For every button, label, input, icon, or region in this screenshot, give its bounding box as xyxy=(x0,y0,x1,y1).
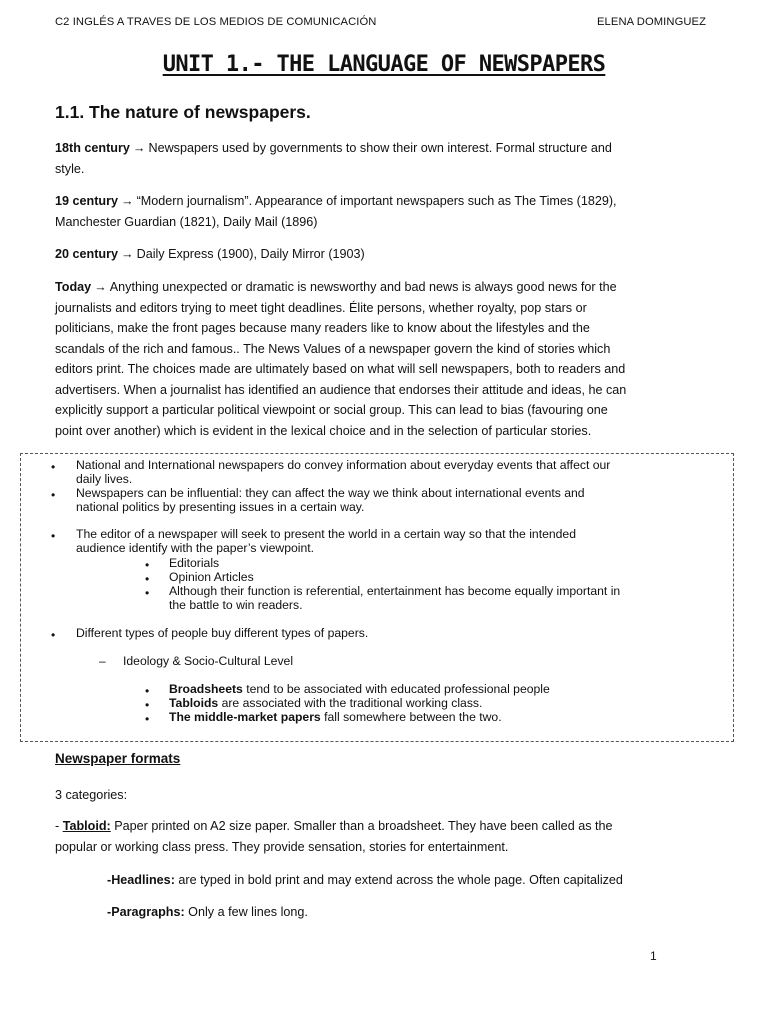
headlines-text: are typed in bold print and may extend across the whole page. Often capitalized xyxy=(174,873,623,887)
text-18th-century-1: Newspapers used by governments to show their own interest. Formal structure and xyxy=(148,141,612,155)
paragraph-20-century xyxy=(55,244,705,265)
paragraph-headlines xyxy=(107,870,727,891)
type-middle-market-text: fall somewhere between the two. xyxy=(320,710,502,724)
sub-bullet-opinion-articles: Opinion Articles xyxy=(169,570,254,584)
bullet-2-line-2: national politics by presenting issues in a certain way. xyxy=(76,500,365,514)
paragraph-19-century xyxy=(55,191,705,232)
text-19-century-2: Manchester Guardian (1821), Daily Mail (1896) xyxy=(55,214,318,229)
formats-categories: 3 categories: xyxy=(55,788,128,802)
paragraph-paragraphs xyxy=(107,902,727,923)
text-today-7: explicitly support a particular political viewpoint or social group. This can lead to bias (favouring one xyxy=(55,403,608,417)
formats-heading: Newspaper formats xyxy=(55,751,181,766)
bullet-3-line-2: audience identify with the paper’s viewpoint. xyxy=(76,541,315,555)
headlines-label: -Headlines: xyxy=(107,873,175,887)
header-author: ELENA DOMINGUEZ xyxy=(597,16,707,28)
type-broadsheets-text: tend to be associated with educated professional people xyxy=(242,682,550,696)
type-tabloids xyxy=(169,696,482,710)
bullet-icon: • xyxy=(51,460,56,474)
page-title: UNIT 1.- THE LANGUAGE OF NEWSPAPERS xyxy=(162,52,606,77)
type-broadsheets-label: Broadsheets xyxy=(169,682,243,696)
type-broadsheets xyxy=(169,682,550,696)
tabloid-label: Tabloid: xyxy=(62,819,111,833)
paragraphs-text: Only a few lines long. xyxy=(184,905,308,919)
bullet-different-types: Different types of people buy different types of papers. xyxy=(76,626,369,640)
bullet-national-international xyxy=(76,458,610,486)
dash-ideology: Ideology & Socio-Cultural Level xyxy=(123,654,294,668)
bullet-icon: • xyxy=(51,529,56,543)
bullet-1-line-1: National and International newspapers do convey information about everyday events that affect our xyxy=(76,458,611,472)
bullet-editor xyxy=(76,527,576,555)
type-tabloids-label: Tabloids xyxy=(169,696,219,710)
bullet-icon: • xyxy=(145,586,150,600)
bullet-influential xyxy=(76,486,585,514)
paragraph-tabloid xyxy=(55,816,705,857)
text-today-5: editors print. The choices made are ultimately based on what will sell newspapers, both to readers and xyxy=(55,362,626,376)
text-today-1: Anything unexpected or dramatic is newsworthy and bad news is always good news for the xyxy=(109,280,617,294)
text-19-century-1: “Modern journalism”. Appearance of important newspapers such as The Times (1829), xyxy=(136,194,617,208)
tabloid-line-2: popular or working class press. They provide sensation, stories for entertainment. xyxy=(55,839,509,854)
bullet-icon: • xyxy=(145,712,150,726)
paragraphs-label: -Paragraphs: xyxy=(107,905,185,919)
bullet-3-line-1: The editor of a newspaper will seek to present the world in a certain way so that the intended xyxy=(76,527,576,541)
label-today: Today xyxy=(55,280,92,294)
bullet-icon: • xyxy=(145,684,150,698)
label-18th-century: 18th century xyxy=(55,141,130,155)
text-today-6: advertisers. When a journalist has identified an audience that endorses their attitude and ideas, he can xyxy=(55,382,627,397)
summary-box xyxy=(20,453,734,742)
bullet-icon: • xyxy=(51,628,56,642)
text-today-4: scandals of the rich and famous.. The News Values of a newspaper govern the kind of stories which xyxy=(55,341,611,356)
sub-bullet-3-line-2: the battle to win readers. xyxy=(169,598,303,612)
page-number: 1 xyxy=(650,949,657,963)
bullet-1-line-2: daily lives. xyxy=(76,472,133,486)
sub-bullet-function xyxy=(169,584,620,612)
sub-bullet-editorials: Editorials xyxy=(169,556,220,570)
text-today-8: point over another) which is evident in the lexical choice and in the selection of particular stories. xyxy=(55,423,592,438)
bullet-icon: • xyxy=(145,572,150,586)
section-heading: 1.1. The nature of newspapers. xyxy=(55,102,311,122)
bullet-icon: • xyxy=(145,558,150,572)
tabloid-line-1: Paper printed on A2 size paper. Smaller than a broadsheet. They have been called as the xyxy=(110,819,613,833)
type-middle-market-label: The middle-market papers xyxy=(169,710,321,724)
text-today-2: journalists and editors trying to meet tight deadlines. Élite persons, whether royalty, pop stars or xyxy=(55,300,587,315)
header-course: C2 INGLÉS A TRAVES DE LOS MEDIOS DE COMUNICACIÓN xyxy=(55,16,377,28)
arrow-icon: → xyxy=(94,280,107,294)
text-18th-century-2: style. xyxy=(55,161,85,176)
text-20-century-1: Daily Express (1900), Daily Mirror (1903) xyxy=(136,247,365,261)
type-middle-market xyxy=(169,710,502,724)
arrow-icon: → xyxy=(132,141,146,155)
arrow-icon: → xyxy=(121,194,134,208)
bullet-icon: • xyxy=(145,698,150,712)
dash-icon: – xyxy=(99,654,106,668)
bullet-icon: • xyxy=(51,488,56,502)
paragraph-18th-century xyxy=(55,138,705,179)
type-tabloids-text: are associated with the traditional working class. xyxy=(218,696,483,710)
text-today-3: politicians, make the front pages because many readers like to know about the lifestyles and the xyxy=(55,321,590,335)
bullet-2-line-1: Newspapers can be influential: they can affect the way we think about international events and xyxy=(76,486,585,500)
label-20-century: 20 century xyxy=(55,247,118,261)
arrow-icon: → xyxy=(121,247,134,261)
tabloid-prefix: - xyxy=(55,819,63,833)
sub-bullet-3-line-1: Although their function is referential, entertainment has become equally important in xyxy=(169,584,621,598)
paragraph-today xyxy=(55,277,705,441)
label-19-century: 19 century xyxy=(55,194,118,208)
